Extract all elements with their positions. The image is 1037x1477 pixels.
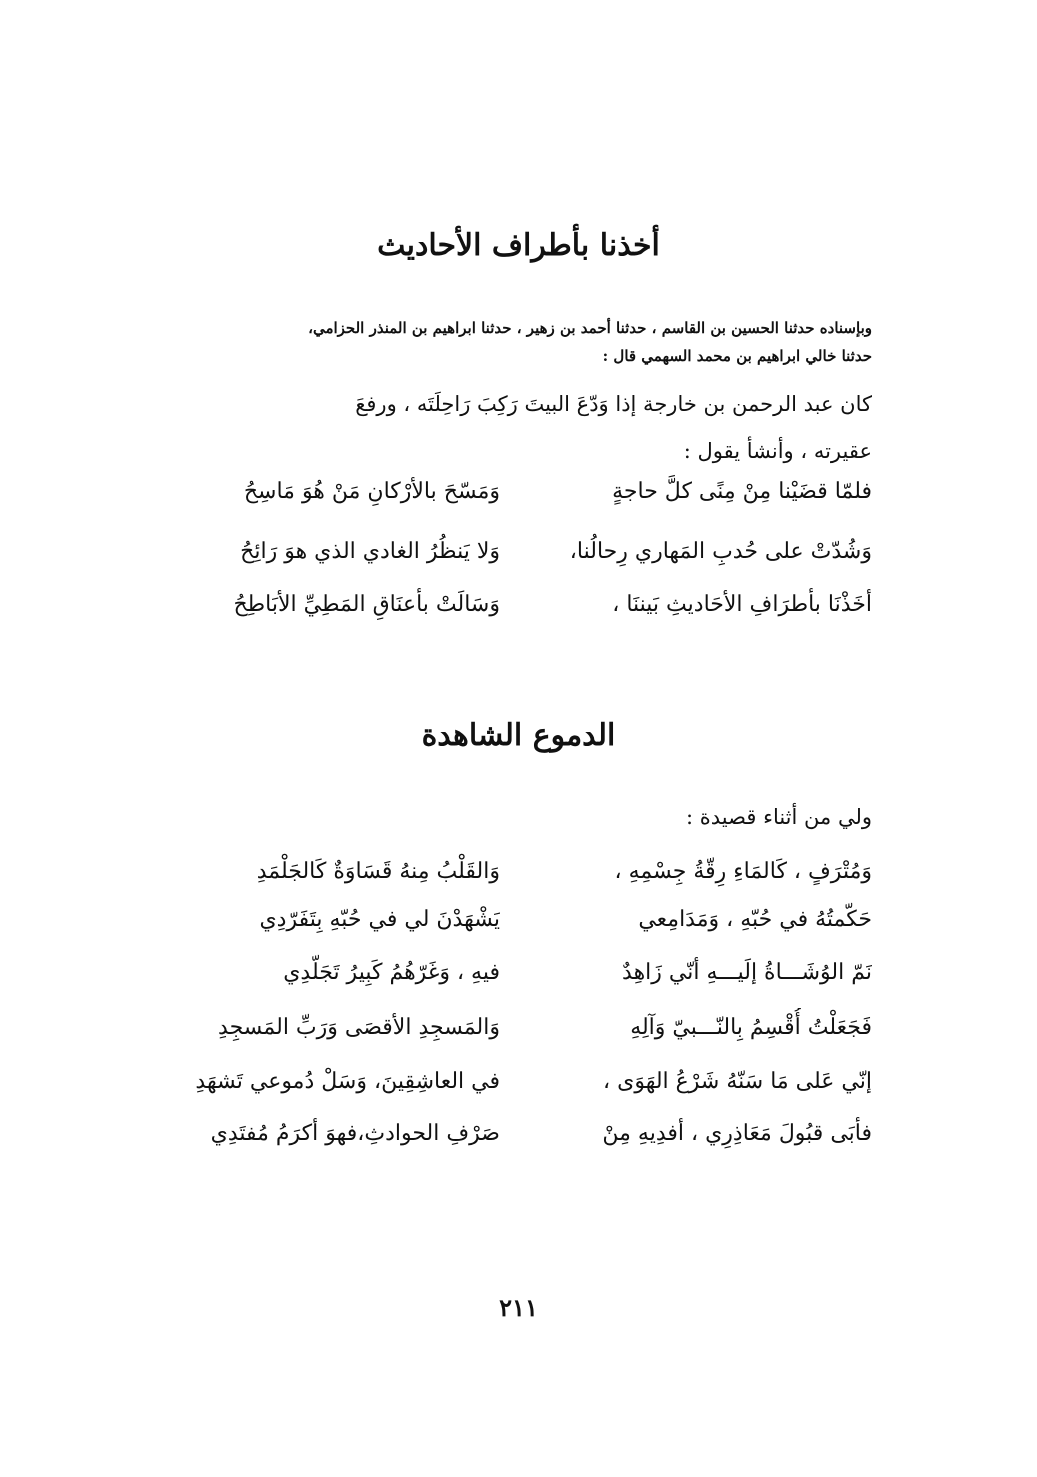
section-title: أخذنا بأطراف الأحاديث (377, 228, 660, 263)
verse-line (160, 900, 872, 940)
verse-second-hemistich: وَمَسّحَ بالأرْكانِ مَنْ هُوَ مَاسِحُ (243, 479, 500, 504)
verse-line (160, 1062, 872, 1102)
verse-first-hemistich: نَمّ الوُشَـــاةُ إلَيـــهِ أنّي زَاهِدٌ (622, 960, 872, 985)
verse-second-hemistich: وَلا يَنظُرُ الغادي الذي هوَ رَائِحُ (240, 539, 500, 564)
verse-first-hemistich: إنّي عَلى مَا سَنّهُ شَرْعُ الهَوَى ، (603, 1069, 872, 1094)
verse-second-hemistich: صَرْفِ الحوادثِ،فهوَ أكرَمُ مُفتَدِي (210, 1121, 500, 1146)
verse-line (160, 852, 872, 892)
section-title: الدموع الشاهدة (421, 718, 616, 753)
isnad-line: حدثنا خالي ابراهيم بن محمد السهمي قال : (602, 347, 872, 365)
verse-first-hemistich: أخَذْنَا بأطرَافِ الأحَاديثِ بَيننَا ، (612, 592, 872, 617)
verse-first-hemistich: فلمّا قضَيْنا مِنْ مِنًى كلَّ حاجةٍ (612, 479, 872, 504)
verse-second-hemistich: يَشْهَدْنَ لي في حُبّهِ بِتَفَرّدِي (259, 907, 500, 932)
verse-second-hemistich: وَالقَلْبُ مِنهُ قَسَاوَةٌ كَالجَلْمَدِ (256, 859, 500, 884)
verse-line (160, 1114, 872, 1154)
page-number: ٢١١ (499, 1293, 538, 1322)
isnad-line: وبإسناده حدثنا الحسين بن القاسم ، حدثنا أحمد بن زهير ، حدثنا ابراهيم بن المنذر الحزامي، (308, 319, 872, 337)
verse-first-hemistich: حَكّمتُهُ في حُبّهِ ، وَمَدَامِعي (638, 907, 872, 932)
verse-second-hemistich: وَالمَسجِدِ الأقصَى وَرَبِّ المَسجِدِ (218, 1015, 500, 1040)
prose-line: عقيرته ، وأنشأ يقول : (683, 439, 872, 463)
verse-first-hemistich: وَمُتْرَفٍ ، كَالمَاءِ رِقّةُ جِسْمِهِ ، (614, 859, 872, 884)
verse-second-hemistich: فيهِ ، وَغَرّهُمُ كَبِيرُ تَجَلّدِي (283, 960, 500, 985)
verse-line (160, 532, 872, 572)
verse-line (160, 585, 872, 625)
verse-first-hemistich: فأبَى قبُولَ مَعَاذِرِي ، أفدِيهِ مِنْ (602, 1121, 872, 1146)
prose-line: كان عبد الرحمن بن خارجة إذا وَدّعَ البيتَ رَكِبَ رَاحِلَتَه ، ورفعَ (355, 392, 872, 416)
prose-line: ولي من أثناء قصيدة : (686, 805, 872, 829)
verse-second-hemistich: وَسَالَتْ بأعنَاقِ المَطِيِّ الأبَاطِحُ (233, 592, 500, 617)
verse-first-hemistich: وَشُدّتْ على حُدبِ المَهاري رِحالُنا، (569, 539, 872, 564)
verse-first-hemistich: فَجَعَلْتُ أُقْسِمُ بِالنّـــبيّ وَآلِهِ (630, 1015, 872, 1040)
verse-line (160, 472, 872, 512)
verse-line (160, 953, 872, 993)
verse-line (160, 1008, 872, 1048)
verse-second-hemistich: في العاشِقِينَ، وَسَلْ دُموعي تَشهَدِ (195, 1069, 500, 1094)
